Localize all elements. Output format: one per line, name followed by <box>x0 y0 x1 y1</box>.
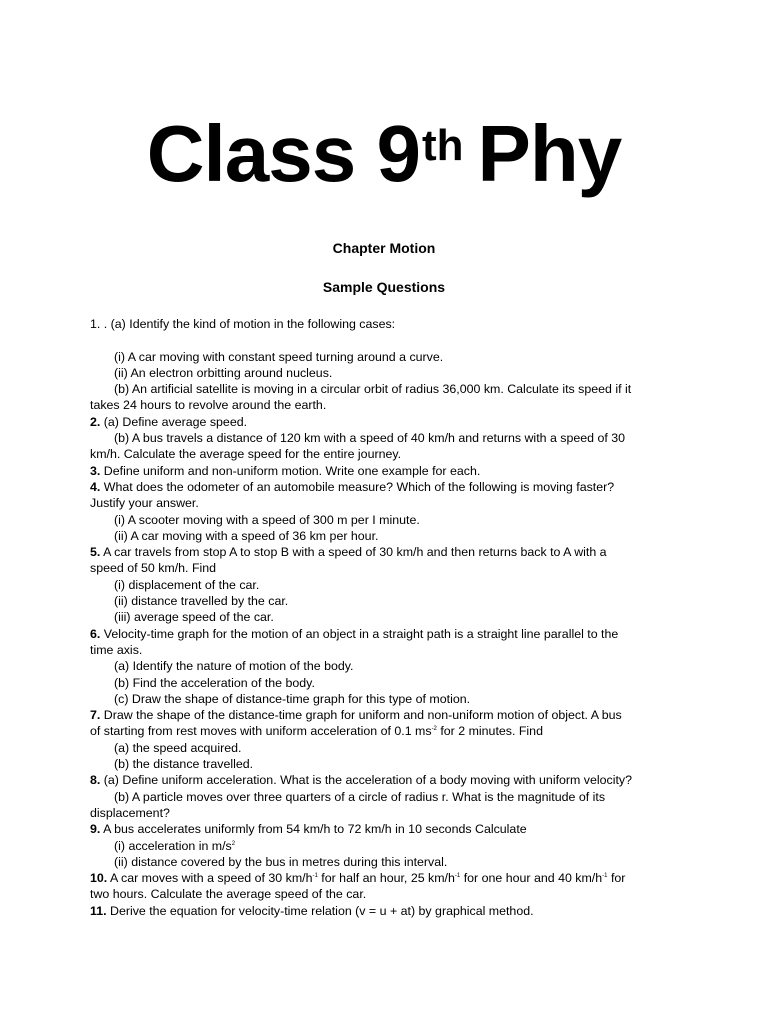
superscript: -1 <box>602 872 608 879</box>
superscript: -2 <box>431 726 437 733</box>
question-number: 2. <box>90 414 101 429</box>
question-10-cont: two hours. Calculate the average speed of the car. <box>90 887 367 902</box>
question-text: What does the odometer of an automobile measure? Which of the following is moving faster? <box>100 479 615 494</box>
question-3-line <box>90 463 680 479</box>
question-2-part-b-cont: km/h. Calculate the average speed for the entire journey. <box>90 447 402 462</box>
question-4-line <box>90 479 680 495</box>
question-1-item-ii: (ii) An electron orbitting around nucleus. <box>114 365 333 380</box>
question-9-line <box>90 821 680 837</box>
title-subject: Phy <box>477 109 622 198</box>
question-9-item-ii: (ii) distance covered by the bus in metres during this interval. <box>114 854 448 869</box>
question-4-cont: Justify your answer. <box>90 496 199 511</box>
question-text: Define uniform and non-uniform motion. Write one example for each. <box>100 463 481 478</box>
question-8-part-b: (b) A particle moves over three quarters of a circle of radius r. What is the magnitude of its <box>114 789 606 804</box>
text-segment: for <box>607 871 626 886</box>
question-number: 8. <box>90 773 101 788</box>
question-7-part-b: (b) the distance travelled. <box>114 757 254 772</box>
question-5-line <box>90 544 680 560</box>
question-5-cont: speed of 50 km/h. Find <box>90 561 217 576</box>
question-text: A bus accelerates uniformly from 54 km/h to 72 km/h in 10 seconds Calculate <box>100 822 527 837</box>
superscript: 2 <box>231 840 236 847</box>
question-1-part-b: (b) An artificial satellite is moving in a circular orbit of radius 36,000 km. Calculate its speed if it <box>114 382 632 397</box>
title-class: Class 9 <box>146 109 420 198</box>
question-text: (a) Define uniform acceleration. What is the acceleration of a body moving with uniform velocity? <box>100 773 633 788</box>
question-6-part-c: (c) Draw the shape of distance-time graph for this type of motion. <box>114 691 471 706</box>
text-segment: for half an hour, 25 km/h <box>317 871 455 886</box>
question-2-part-b: (b) A bus travels a distance of 120 km with a speed of 40 km/h and returns with a speed of 30 <box>114 431 626 446</box>
text-segment: (i) acceleration in m/s <box>114 838 232 853</box>
question-number: 10. <box>90 871 108 886</box>
spacer <box>90 332 680 348</box>
question-text: Draw the shape of the distance-time graph for uniform and non-uniform motion of object. A bus <box>100 708 622 723</box>
text-segment: for 2 minutes. Find <box>436 724 543 739</box>
question-5-item-iii: (iii) average speed of the car. <box>114 610 274 625</box>
question-number: 7. <box>90 708 101 723</box>
question-7-cont <box>90 723 680 739</box>
question-number: 5. <box>90 545 101 560</box>
question-9-item-i <box>90 838 680 854</box>
text-segment: for one hour and 40 km/h <box>460 871 603 886</box>
question-number: 3. <box>90 463 101 478</box>
question-text: (a) Define average speed. <box>100 414 248 429</box>
question-8-part-b-cont: displacement? <box>90 805 170 820</box>
question-1-part-b-cont: takes 24 hours to revolve around the earth. <box>90 398 327 413</box>
question-4-item-i: (i) A scooter moving with a speed of 300 m per I minute. <box>114 512 420 527</box>
question-text: Derive the equation for velocity-time relation (v = u + at) by graphical method. <box>106 903 534 918</box>
question-1-item-i: (i) A car moving with constant speed turning around a curve. <box>114 349 444 364</box>
superscript: -1 <box>312 872 318 879</box>
question-7-part-a: (a) the speed acquired. <box>114 740 242 755</box>
question-8-line <box>90 772 680 788</box>
question-text: A car travels from stop A to stop B with a speed of 30 km/h and then returns back to A with a <box>100 545 607 560</box>
text-segment: of starting from rest moves with uniform acceleration of 0.1 ms <box>90 724 432 739</box>
superscript: -1 <box>454 872 461 879</box>
question-list <box>90 316 680 919</box>
question-2-line <box>90 414 680 430</box>
question-6-line <box>90 626 680 642</box>
question-7-line <box>90 707 680 723</box>
title-superscript: th <box>421 121 464 170</box>
question-5-item-ii: (ii) distance travelled by the car. <box>114 594 289 609</box>
text-segment: A car moves with a speed of 30 km/h <box>107 871 313 886</box>
document-title <box>0 108 768 200</box>
question-4-item-ii: (ii) A car moving with a speed of 36 km per hour. <box>114 528 379 543</box>
section-heading: Sample Questions <box>322 279 446 295</box>
question-5-item-i: (i) displacement of the car. <box>114 577 260 592</box>
question-6-part-b: (b) Find the acceleration of the body. <box>114 675 315 690</box>
question-1-line: 1. . (a) Identify the kind of motion in the following cases: <box>90 317 396 331</box>
question-10-line <box>90 870 680 886</box>
question-11-line <box>90 903 680 919</box>
chapter-heading: Chapter Motion <box>332 240 436 256</box>
question-6-part-a: (a) Identify the nature of motion of the body. <box>114 659 354 674</box>
question-number: 9. <box>90 822 101 837</box>
question-text: Velocity-time graph for the motion of an object in a straight path is a straight line parallel to the <box>100 626 619 641</box>
question-number: 6. <box>90 626 101 641</box>
question-6-cont: time axis. <box>90 642 143 657</box>
question-number: 4. <box>90 479 101 494</box>
question-number: 11. <box>90 903 107 918</box>
